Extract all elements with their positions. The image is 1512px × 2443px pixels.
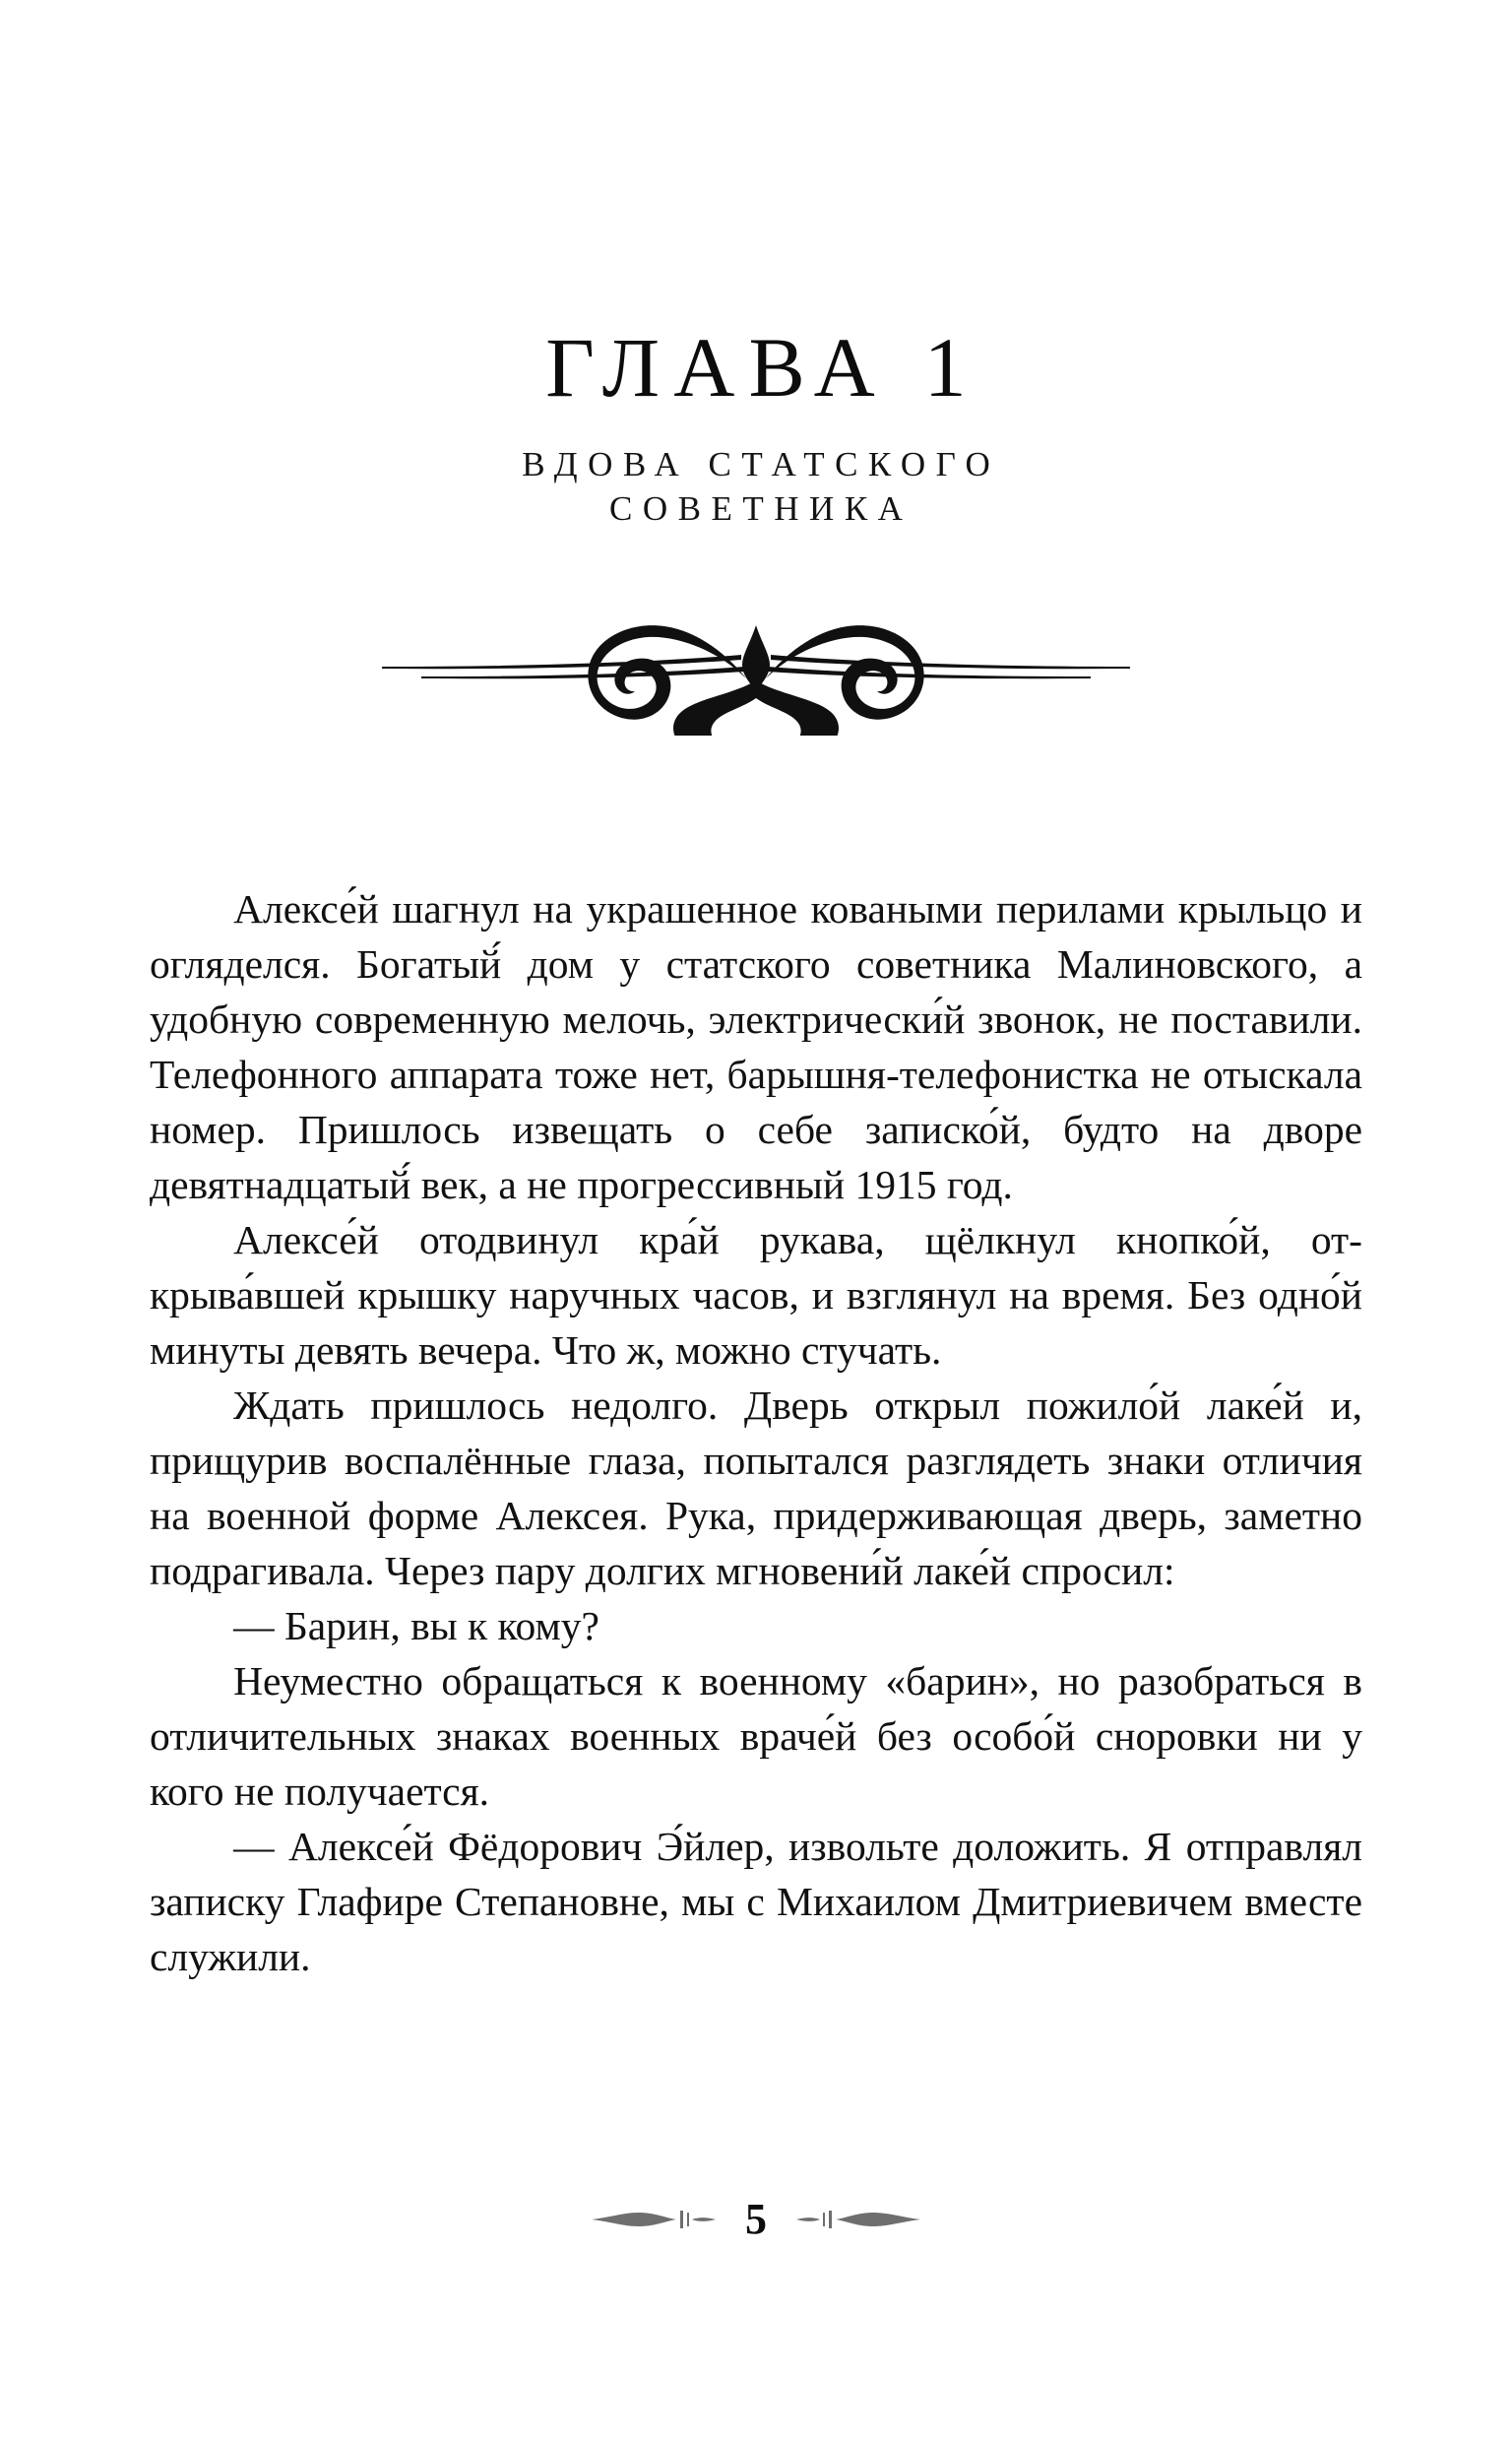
page-footer [0, 2195, 1512, 2243]
paragraph: Алексе́й отодвинул кра́й рукава, щёлкнул кнопко́й, открыва́вшей крышку наручных часов, и взглянул на время. Без одно́й минуты девять вечера. Что ж, можно стучать. [150, 1217, 1362, 1373]
page-number: 5 [745, 2195, 767, 2243]
footer-ornament-right-icon [794, 2207, 922, 2232]
paragraph: Алексе́й шагнул на украшенное коваными перилами крыльцо и огляделся. Богатый́ дом у статского советника Малиновского, а удобную современную мелочь, электрически́й звонок, не поставили. Телефонного аппарата тоже нет, барышня-телефонистка не отыскала номер. Пришлось извещать о себе записко́й, будто на дворе девятнадцатый́ век, а не прогрессивный 1915 год. [150, 886, 1362, 1207]
footer-ornament-left-icon [590, 2207, 718, 2232]
chapter-body-text [150, 881, 1362, 1984]
chapter-divider-ornament [0, 603, 1512, 740]
paragraph: Ждать пришлось недолго. Дверь открыл пожило́й лаке́й и, прищурив воспалённые глаза, попытался разглядеть знаки отличия на военной форме Алексея. Рука, придерживающая дверь, заметно подрагивала. Через пару долгих мгновени́й лаке́й спросил: [150, 1382, 1362, 1593]
chapter-subtitle-line-2: СОВЕТНИКА [609, 488, 914, 528]
flourish-ornament-icon [352, 608, 1160, 736]
chapter-header [0, 320, 1512, 532]
paragraph-dialogue: — Алексе́й Фёдорович Э́йлер, извольте доложить. Я отправлял записку Глафире Степановне, мы с Михаилом Дмитриевичем вместе служили. [150, 1824, 1362, 1979]
paragraph-dialogue: — Барин, вы к кому? [233, 1603, 599, 1648]
chapter-title: ГЛАВА 1 [545, 320, 980, 415]
chapter-subtitle [0, 443, 1512, 532]
paragraph: Неуместно обращаться к военному «барин», но разобраться в отличительных знаках военных враче́й без особо́й сноровки ни у кого не получается. [150, 1658, 1362, 1814]
chapter-subtitle-line-1: ВДОВА СТАТСКОГО [522, 445, 1001, 483]
